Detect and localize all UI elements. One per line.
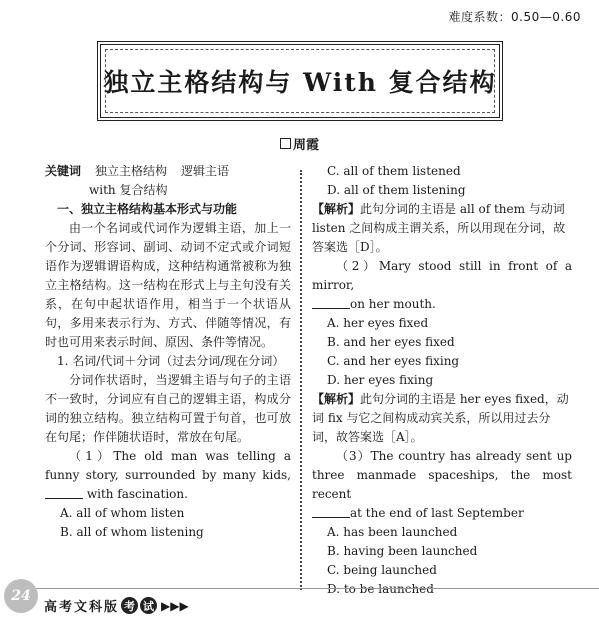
keyword-terms [95,162,243,181]
analysis [312,390,572,447]
option-item: B. and her eyes fixed [327,335,455,349]
question-text: （1）The old man was telling a funny story, surrounded by many kids, [45,449,291,482]
answer-blank [312,297,350,309]
option-item: D. to be launched [327,582,434,596]
answer-blank [45,487,83,499]
paragraph: 分词作状语时，当逻辑主语与句子的主语不一致时，分词应有自己的逻辑主语，构成分词的独立结构。独立结构可置于句首，也可放在句尾；作伴随状语时，常放在句尾。 [45,373,291,444]
title-frame [97,41,503,121]
footer-rule [36,588,599,589]
page-footer [0,576,599,623]
author-line [0,134,599,153]
arrow-icon: ▶▶▶ [161,598,189,613]
paragraph: 由一个名词或代词作为逻辑主语，加上一个分词、形容词、副词、动词不定式或介词短语作为逻辑谓语构成，这种结构通常被称为独立主格结构。这一结构在形式上与主句没有关系，在句中起状语作用，相当于一个状语从句，多用来表示行为、方式、伴随等情况，有时也可用来表示时间、原因、条件等情况。 [45,221,291,349]
keyword-item: 独立主格结构 [95,164,168,178]
journal-name [44,596,189,615]
keywords-row [45,162,291,181]
question-stem-cont [312,504,572,523]
journal-ring-char: 考 [121,597,138,614]
page-number-badge: 24 [4,579,38,613]
keyword-label: 关键词 [45,164,82,178]
difficulty-label: 难度系数：0.50—0.60 [448,10,581,24]
keyword-item: with 复合结构 [89,183,168,197]
author-box-icon [280,138,291,149]
question-text: at the end of last September [350,506,524,520]
analysis-text: 此句分词的主语是 all of them 与动词 listen 之间构成主谓关系，所以用现在分词，故答案选［D］。 [312,202,566,254]
author-name: 周霞 [292,138,319,153]
question-stem: （2）Mary stood still in front of a mirror, [312,259,572,292]
answer-blank [312,506,350,518]
option-item: D. her eyes fixing [327,373,434,387]
option-item: C. all of them listened [327,164,461,178]
subsection-heading: 1. 名词/代词＋分词（过去分词/现在分词） [57,354,285,368]
option-item: A. has been launched [327,525,458,539]
option-item: A. her eyes fixed [327,316,429,330]
left-column [45,162,291,542]
option-item: D. all of them listening [327,183,466,197]
question-stem: （3）The country has already sent up three manmade spaceships, the most recent [312,449,572,501]
article-title: 独立主格结构与 With 复合结构 [103,68,497,97]
journal-ring-char: 试 [140,597,157,614]
option-item: C. and her eyes fixing [327,354,460,368]
right-column [312,162,572,599]
option-item: B. all of whom listening [60,525,204,539]
journal-title: 高考文科版 [44,600,120,615]
option-item: C. being launched [327,563,437,577]
column-divider [300,170,302,590]
question-stem [45,447,291,504]
question-text: with fascination. [86,487,188,501]
section-heading: 一、独立主格结构基本形式与功能 [57,202,238,216]
question-text: on her mouth. [350,297,436,311]
analysis-tag: 【解析】 [312,202,361,216]
analysis [312,200,572,257]
analysis-tag: 【解析】 [312,392,361,406]
analysis-text: 此句分词的主语是 her eyes fixed，动词 fix 与它之间构成动宾关系，所以用过去分词，故答案选［A］。 [312,392,569,444]
option-item: B. having been launched [327,544,478,558]
option-item: A. all of whom listen [60,506,185,520]
question-stem-cont [312,295,572,314]
keyword-item: 逻辑主语 [181,164,230,178]
